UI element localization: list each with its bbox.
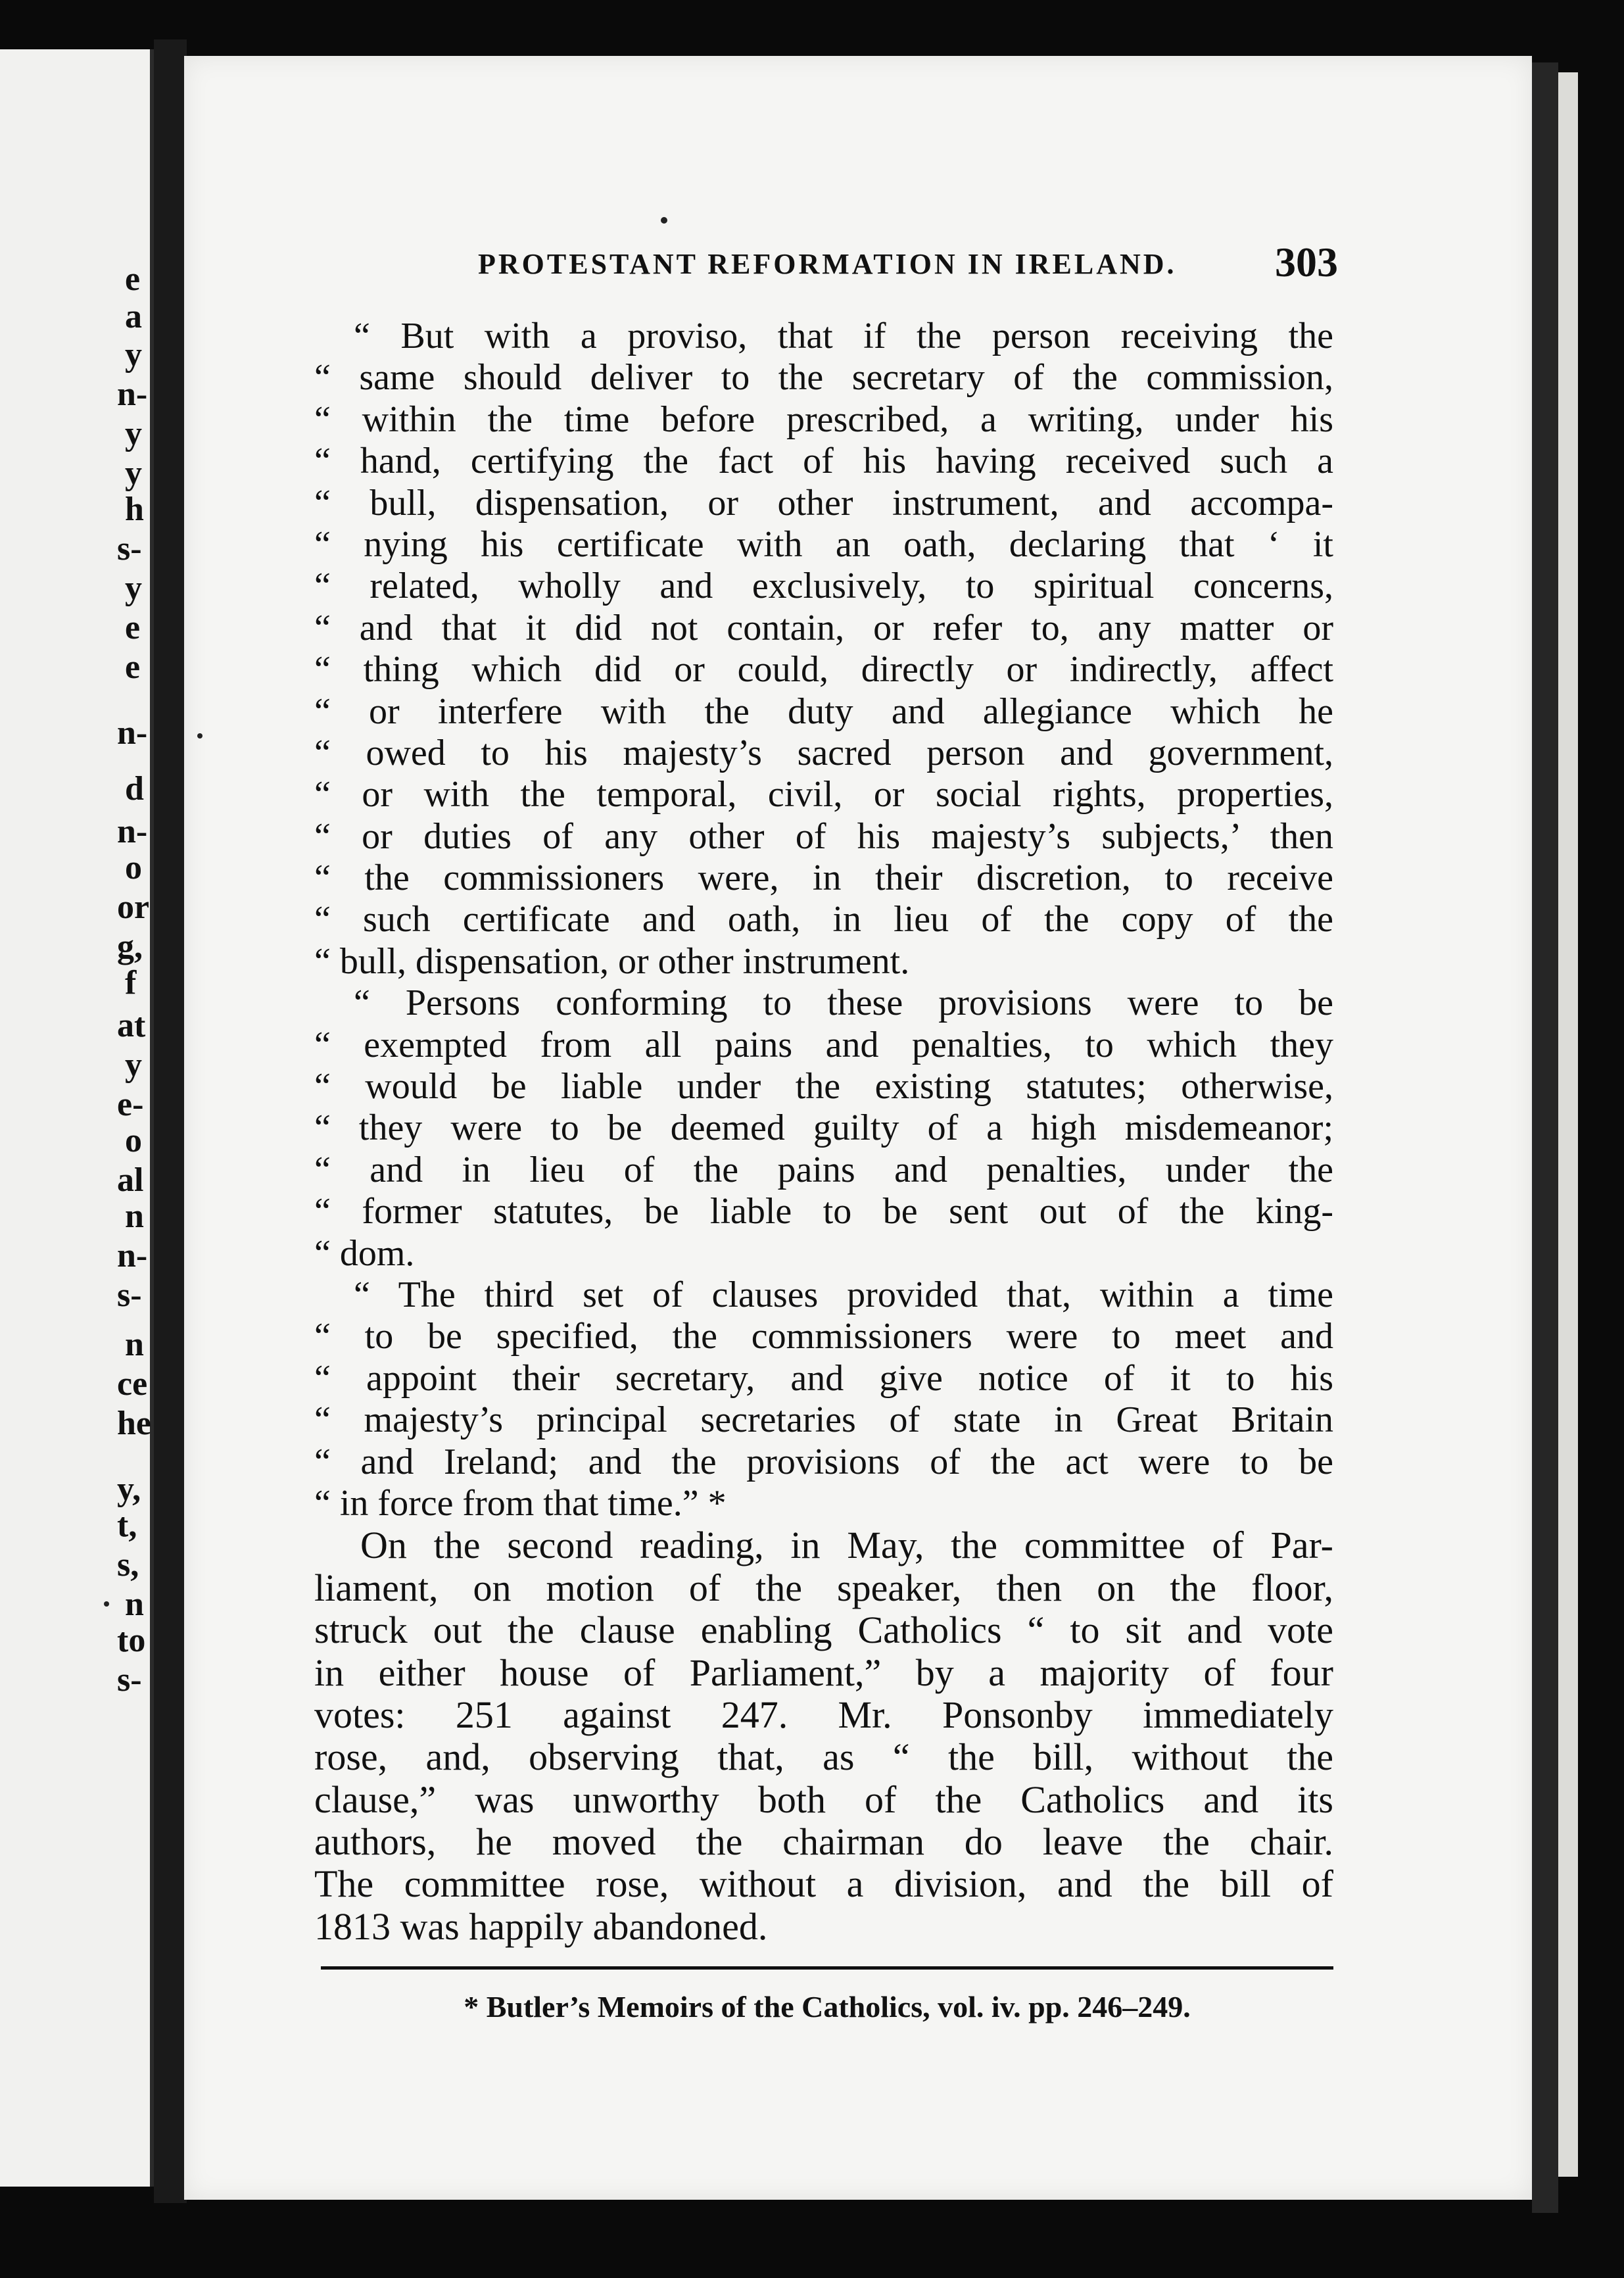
previous-page-fragment: ce: [117, 1365, 148, 1403]
text-line: “ dom.: [314, 1232, 415, 1274]
previous-page-fragment: g,: [117, 928, 143, 965]
text-line: “ bull, dispensation, or other instrument.: [314, 940, 910, 982]
text-line: “ such certificate and oath, in lieu of the copy of the: [314, 899, 1333, 940]
previous-page-fragment: t,: [117, 1507, 137, 1544]
previous-page-fragment: y: [125, 336, 142, 374]
previous-page-fragment: y: [125, 1046, 142, 1084]
text-line: “ would be liable under the existing statutes; otherwise,: [314, 1066, 1333, 1107]
previous-page-fragment: y: [125, 454, 142, 492]
text-line: “ to be specified, the commissioners were to meet and: [314, 1316, 1333, 1357]
previous-page-fragment: s-: [117, 1276, 142, 1314]
text-line: “ or interfere with the duty and allegiance which he: [314, 691, 1333, 732]
text-line: authors, he moved the chairman do leave the chair.: [314, 1821, 1333, 1864]
text-line: “ nying his certificate with an oath, declaring that ‘ it: [314, 523, 1333, 565]
previous-page-fragment: n-: [117, 813, 148, 850]
previous-page-fragment: o: [125, 1122, 142, 1159]
text-line: struck out the clause enabling Catholics “ to sit and vote: [314, 1609, 1333, 1652]
previous-page-fragment: n: [125, 1586, 144, 1623]
previous-page-fragment: al: [117, 1161, 144, 1199]
text-line: “ or duties of any other of his majesty’s subjects,’ then: [314, 815, 1333, 857]
previous-page-fragment: h: [125, 491, 144, 528]
body-paragraph: [314, 1524, 1333, 1948]
text-line: “ hand, certifying the fact of his having received such a: [314, 441, 1333, 482]
text-line: “ former statutes, be liable to be sent out of the king-: [314, 1191, 1333, 1232]
previous-page-fragment: y,: [117, 1470, 141, 1508]
print-speck: [197, 733, 203, 739]
next-page-edge: [1558, 72, 1578, 2177]
previous-page-fragment: e: [125, 648, 141, 686]
previous-page-fragment: o: [125, 849, 142, 886]
text-line: “ or with the temporal, civil, or social rights, properties,: [314, 774, 1333, 815]
text-line: votes: 251 against 247. Mr. Ponsonby immediately: [314, 1693, 1333, 1736]
text-line: “ Persons conforming to these provisions were to be: [354, 982, 1333, 1024]
previous-page-fragment: n-: [117, 714, 148, 752]
binding-gutter: [154, 39, 187, 2203]
text-line: clause,” was unworthy both of the Catholics and its: [314, 1778, 1333, 1821]
previous-page-fragment: e: [125, 609, 141, 646]
footnote-rule: [321, 1966, 1333, 1970]
previous-page-fragment: or: [117, 888, 150, 926]
previous-page-fragment: a: [125, 298, 142, 335]
text-line: “ same should deliver to the secretary of the commission,: [314, 357, 1333, 399]
text-line: “ exempted from all pains and penalties, to which they: [314, 1024, 1333, 1065]
footnote: * Butler’s Memoirs of the Catholics, vol. iv. pp. 246–249.: [464, 1990, 1191, 2024]
print-speck: [104, 1601, 109, 1607]
text-line: rose, and, observing that, as “ the bill, without the: [314, 1736, 1333, 1779]
previous-page-fragment: f: [125, 964, 137, 1002]
previous-page-fragment: e: [125, 260, 141, 298]
text-line: in either house of Parliament,” by a majority of four: [314, 1651, 1333, 1694]
previous-page-fragment: n: [125, 1198, 144, 1235]
quoted-paragraphs: [314, 316, 1333, 1524]
text-line: “ they were to be deemed guilty of a high misdemeanor;: [314, 1107, 1333, 1149]
text-line: “ related, wholly and exclusively, to spiritual concerns,: [314, 566, 1333, 607]
previous-page-fragment: at: [117, 1007, 146, 1044]
text-line: “ bull, dispensation, or other instrument, and accompa-: [314, 482, 1333, 523]
running-head: [299, 238, 1338, 291]
text-line: “ the commissioners were, in their discretion, to receive: [314, 858, 1333, 899]
previous-page-fragment: n-: [117, 376, 148, 413]
text-line: On the second reading, in May, the committee of Par-: [360, 1524, 1333, 1567]
previous-page-fragment: y: [125, 415, 142, 452]
previous-page-fragment: n: [125, 1326, 144, 1363]
previous-page-fragment: he: [117, 1405, 151, 1442]
previous-page-edge: [0, 49, 154, 2187]
text-line: “ majesty’s principal secretaries of state in Great Britain: [314, 1399, 1333, 1441]
previous-page-fragment: n-: [117, 1237, 148, 1274]
text-line: “ within the time before prescribed, a writing, under his: [314, 399, 1333, 440]
previous-page-fragment: y: [125, 570, 142, 607]
text-line: “ owed to his majesty’s sacred person and government,: [314, 732, 1333, 773]
text-line: The committee rose, without a division, and the bill of: [314, 1863, 1333, 1906]
running-title: PROTESTANT REFORMATION IN IRELAND.: [478, 248, 1177, 280]
text-line: “ The third set of clauses provided that, within a time: [354, 1274, 1333, 1315]
text-line: “ in force from that time.” *: [314, 1482, 727, 1524]
text-line: “ and in lieu of the pains and penalties, under the: [314, 1149, 1333, 1190]
text-line: liament, on motion of the speaker, then on the floor,: [314, 1566, 1333, 1609]
text-line: “ appoint their secretary, and give notice of it to his: [314, 1357, 1333, 1399]
page-number: 303: [1275, 239, 1338, 285]
page-text: [314, 316, 1333, 1948]
previous-page-fragment: e-: [117, 1086, 144, 1123]
previous-page-fragment: to: [117, 1622, 146, 1659]
previous-page-fragment: d: [125, 770, 144, 808]
text-line: 1813 was happily abandoned.: [314, 1905, 768, 1948]
previous-page-fragment: s,: [117, 1546, 139, 1584]
previous-page-fragment: s-: [117, 1661, 142, 1699]
text-line: “ and Ireland; and the provisions of the act were to be: [314, 1441, 1333, 1482]
print-speck: [661, 217, 667, 224]
page-right-shadow: [1532, 62, 1558, 2213]
text-line: “ thing which did or could, directly or indirectly, affect: [314, 649, 1333, 691]
text-line: “ and that it did not contain, or refer to, any matter or: [314, 607, 1333, 648]
previous-page-fragment: s-: [117, 530, 142, 568]
text-line: “ But with a proviso, that if the person receiving the: [354, 316, 1333, 356]
